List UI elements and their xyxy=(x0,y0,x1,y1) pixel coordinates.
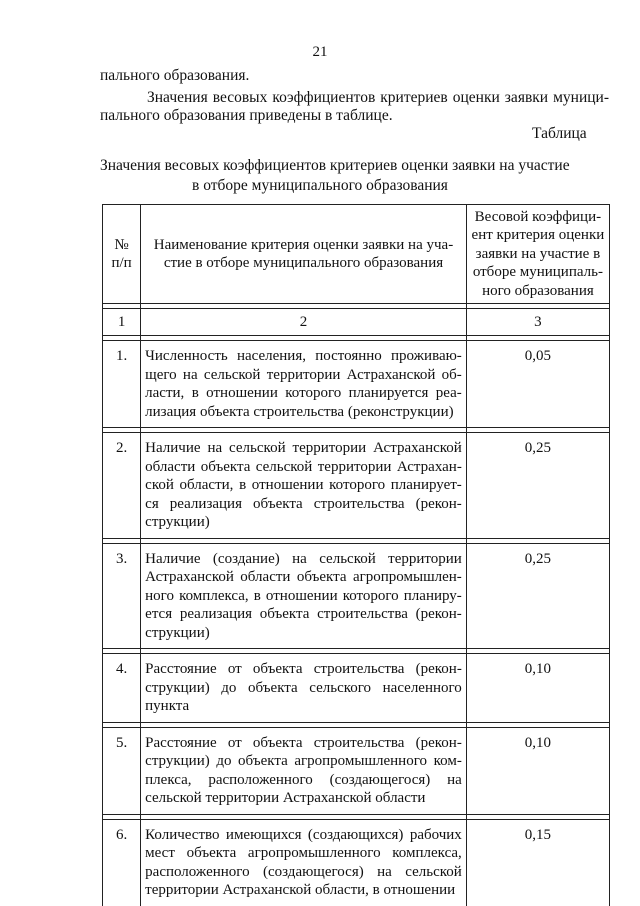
header-weight-line-1: Весовой коэффици- xyxy=(474,208,602,225)
criterion-line: струкции) до объекта сельского населенного xyxy=(145,679,462,696)
criterion-line: ской области, в отношении которого планирует- xyxy=(145,477,462,493)
criterion-line: струкции) до объекта агропромышленного ком- xyxy=(145,753,462,769)
caption-line-1: Значения весовых коэффициентов критериев оценки заявки на участие xyxy=(100,157,570,174)
table-row xyxy=(103,543,610,649)
criterion-line: Астраханской области объекта агропромышлен- xyxy=(145,569,462,585)
criterion-line: ся реализация объекта строительства (рекон- xyxy=(145,495,462,512)
table-row xyxy=(103,341,610,428)
row-number-cell: 3. xyxy=(103,543,141,649)
criterion-line: струкции) xyxy=(145,514,210,530)
criterion-line: Наличие на сельской территории Астраханской xyxy=(145,440,462,456)
criterion-line: территории Астраханской области, в отношении xyxy=(145,882,456,898)
intro-line-3: пального образования приведены в таблице. xyxy=(100,107,393,124)
criterion-line: Количество имеющихся (создающихся) рабочих xyxy=(145,826,462,843)
criterion-line: ласти, в отношении которого планируется реа- xyxy=(145,385,462,401)
criterion-cell xyxy=(141,341,467,428)
weight-cell: 0,25 xyxy=(466,543,609,649)
header-number-cell xyxy=(103,205,141,304)
row-number-cell: 2. xyxy=(103,433,141,539)
header-weight-line-5: ного образования xyxy=(482,282,594,299)
page-number: 21 xyxy=(312,44,328,60)
intro-line-2: Значения весовых коэффициентов критериев оценки заявки муници- xyxy=(147,89,609,106)
criterion-line: Наличие (создание) на сельской территории xyxy=(145,550,462,567)
criterion-line: области объекта сельской территории Астрахан- xyxy=(145,458,462,475)
criterion-line: Численность населения, постоянно проживаю- xyxy=(145,348,462,364)
criterion-line: Расстояние от объекта строительства (рекон- xyxy=(145,734,462,751)
header-weight-cell xyxy=(466,205,609,304)
header-number-sign: № xyxy=(114,236,129,253)
table-row xyxy=(103,819,610,906)
intro-line-1: пального образования. xyxy=(100,67,250,84)
criterion-line: щего на сельской территории Астраханской об- xyxy=(145,366,462,383)
criterion-line: плекса, расположенного (создающегося) на xyxy=(145,771,462,788)
table-row xyxy=(103,433,610,539)
criterion-line: мест объекта агропромышленного комплекса, xyxy=(145,845,462,861)
criteria-table xyxy=(102,204,610,906)
table-label: Таблица xyxy=(532,125,587,142)
column-number-row xyxy=(103,309,610,336)
criterion-line: струкции) xyxy=(145,624,210,641)
header-weight-line-4: отборе муниципаль- xyxy=(472,264,603,281)
criterion-line: пункта xyxy=(145,698,190,714)
table-caption xyxy=(100,156,570,196)
weight-cell: 0,15 xyxy=(466,819,609,906)
criterion-cell xyxy=(141,819,467,906)
criterion-line: Расстояние от объекта строительства (рекон- xyxy=(145,661,462,677)
header-weight-line-3: заявки на участие в xyxy=(475,245,601,262)
row-number-cell: 4. xyxy=(103,654,141,723)
column-number-2: 2 xyxy=(141,309,467,336)
row-number-cell: 6. xyxy=(103,819,141,906)
header-criterion-line-2: стие в отборе муниципального образования xyxy=(163,255,444,271)
column-number-1: 1 xyxy=(103,309,141,336)
column-number-3: 3 xyxy=(466,309,609,336)
criterion-line: ного комплекса, в отношении которого планиру- xyxy=(145,587,462,604)
table-row xyxy=(103,727,610,814)
criterion-line: лизация объекта строительства (реконструкции) xyxy=(145,403,454,420)
row-number-cell: 1. xyxy=(103,341,141,428)
weight-cell: 0,25 xyxy=(466,433,609,539)
table-row xyxy=(103,654,610,723)
criterion-line: ется реализация объекта строительства (рекон- xyxy=(145,606,462,622)
caption-line-2: в отборе муниципального образования xyxy=(192,177,448,194)
header-criterion-line-1: Наименование критерия оценки заявки на уча- xyxy=(153,236,454,253)
criterion-line: сельской территории Астраханской области xyxy=(145,790,426,806)
criterion-cell xyxy=(141,433,467,539)
row-number-cell: 5. xyxy=(103,727,141,814)
criterion-cell xyxy=(141,727,467,814)
weight-cell: 0,10 xyxy=(466,654,609,723)
header-criterion-cell xyxy=(141,205,467,304)
criterion-cell xyxy=(141,654,467,723)
header-weight-line-2: ент критерия оценки xyxy=(471,227,605,244)
header-number-abbrev: п/п xyxy=(111,255,132,271)
criterion-line: расположенного (создающегося) на сельской xyxy=(145,863,462,880)
weight-cell: 0,10 xyxy=(466,727,609,814)
table-header-row xyxy=(103,205,610,304)
weight-cell: 0,05 xyxy=(466,341,609,428)
criterion-cell xyxy=(141,543,467,649)
